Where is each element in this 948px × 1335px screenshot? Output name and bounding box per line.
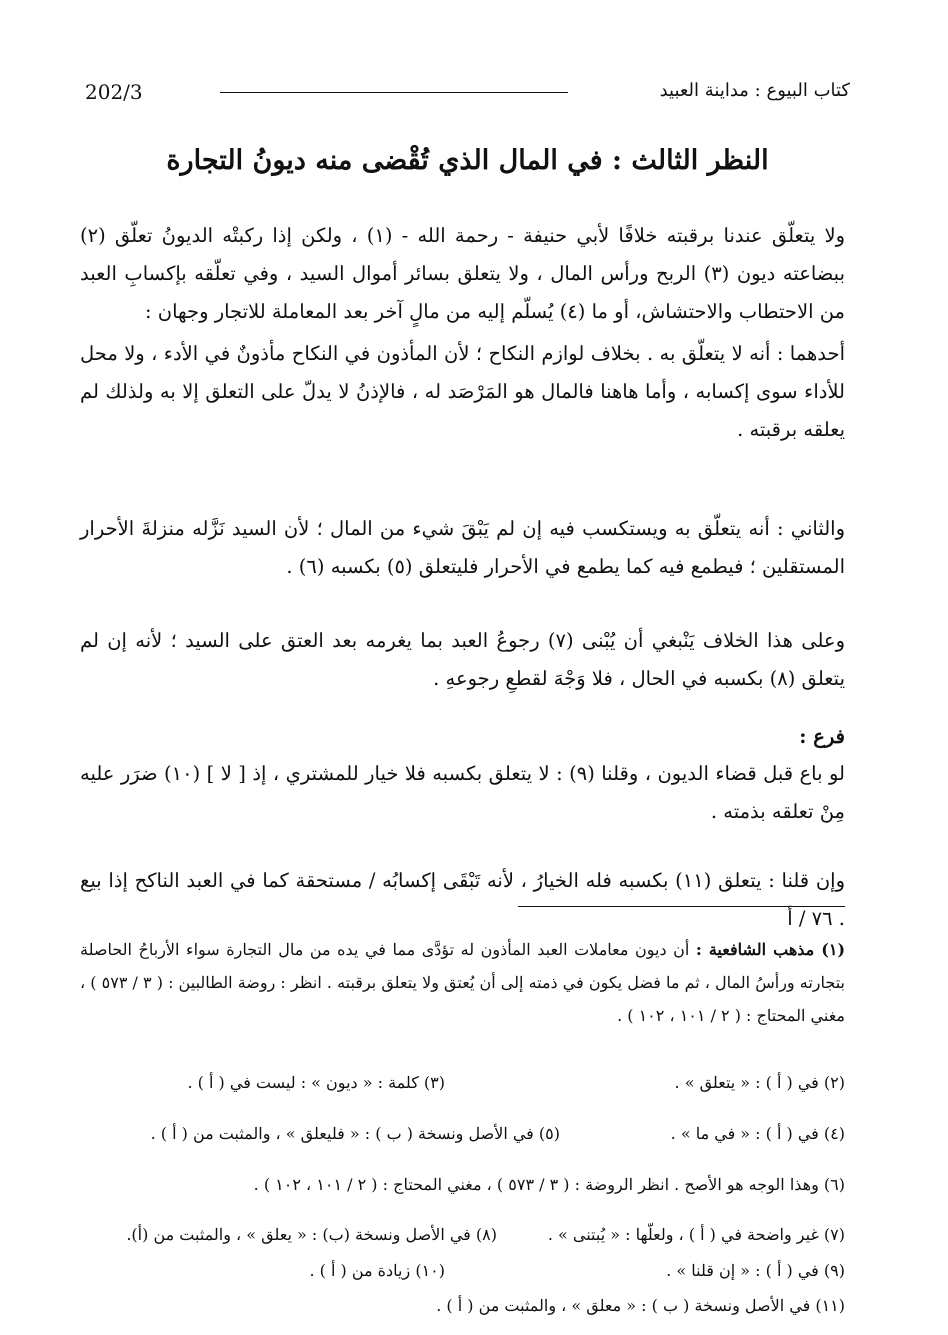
page-number: 202/3: [85, 80, 143, 104]
footnote-row-6: [80, 1175, 845, 1205]
footnote-11: (١١) في الأصل ونسخة ( ب ) : « معلق » ، والمثبت من ( أ ) .: [436, 1296, 845, 1315]
footnote-1: [80, 933, 845, 1032]
running-title: كتاب البيوع : مداينة العبيد: [659, 80, 850, 101]
footnote-1-text: أن ديون معاملات العبد المأذون له تؤدَّى مما في يده من مال التجارة سواء الأرباحُ الحاصلة بتجارته ورأسُ المال ، ثم ما فضل يكون في ذمته إلى أن يُعتق ولا يتعلق برقبته . انظر : روضة الطالبين : ( ٣ / ٥٧٣ ) ، مغني المحتاج : ( ٢ / ١٠١ ، ١٠٢ ) .: [80, 940, 846, 1025]
paragraph-4: وعلى هذا الخلاف يَنْبغي أن يُبْنى (٧) رجوعُ العبد بما يغرمه بعد العتق على السيد ؛ لأنه إن لم يتعلق (٨) بكسبه في الحال ، فلا وَجْهَ لقطعِ رجوعهِ .: [80, 629, 845, 690]
paragraph-1: ولا يتعلّق عندنا برقبته خلافًا لأبي حنيفة - رحمة الله - (١) ، ولكن إذا ركبتْه الديونُ تعلّق (٢) ببضاعته ديون (٣) الربح ورأس المال ، ولا يتعلق بسائر أموال السيد ، وفي تعلّقه بإكسابِ العبد من الاحتطاب والاحتشاش، أو ما (٤) يُسلّم إليه من مالٍ آخر بعد المعاملة للاتجار وجهان :: [80, 224, 846, 323]
footnote-3: (٣) كلمة : « ديون » : ليست في ( أ ) .: [187, 1073, 445, 1092]
branch-paragraph: لو باع قبل قضاء الديون ، وقلنا (٩) : لا يتعلق بكسبه فلا خيار للمشتري ، إذ [ لا ] (١٠) ضرَر عليه مِنْ تعلقه بذمته .: [80, 762, 846, 823]
footnote-row-9-10: [80, 1261, 845, 1291]
footnote-10: (١٠) زيادة من ( أ ) .: [309, 1261, 445, 1280]
footnote-4: (٤) في ( أ ) : « في ما » .: [670, 1124, 845, 1143]
footnote-separator: [518, 906, 845, 907]
paragraph-3: والثاني : أنه يتعلّق به ويستكسب فيه إن لم يَبْقَ شيء من المال ؛ لأن السيد نَزَّله منزلةَ الأحرار المستقلين ؛ فيطمع فيه كما يطمع في الأحرار فليتعلق (٥) بكسبه (٦) .: [80, 517, 845, 578]
footnote-5: (٥) في الأصل ونسخة ( ب ) : « فليعلق » ، والمثبت من ( أ ) .: [150, 1124, 560, 1143]
footnote-2: (٢) في ( أ ) : « يتعلق » .: [674, 1073, 845, 1092]
page-header: [85, 80, 850, 110]
footnote-1-label: (١) مذهب الشافعية :: [695, 940, 846, 959]
section-title: النظر الثالث : في المال الذي تُقْضى منه ديونُ التجارة: [166, 145, 769, 176]
footnote-row-7-8: [80, 1225, 845, 1255]
footnote-6: (٦) وهذا الوجه هو الأصح . انظر الروضة : ( ٣ / ٥٧٣ ) ، مغني المحتاج : ( ٢ / ١٠١ ، ١٠٢ ) .: [253, 1175, 845, 1194]
footnote-8: (٨) في الأصل ونسخة (ب) : « يعلق » ، والمثبت من (أ).: [126, 1225, 497, 1244]
footnote-7: (٧) غير واضحة في ( أ ) ، ولعلّها : « يُبتنى » .: [547, 1225, 845, 1244]
header-rule: [220, 92, 568, 93]
branch-last-line: وإن قلنا : يتعلق (١١) بكسبه فله الخيارُ ، لأنه تَبْقَى إكسابُه / مستحقة كما في العبد الناكح إذا بيع . ٧٦ / أ: [80, 869, 845, 930]
paragraph-2: أحدهما : أنه لا يتعلّق به . بخلاف لوازم النكاح ؛ لأن المأذون في النكاح مأذونٌ في الأدء ، ولا محل للأداء سوى إكسابه ، وأما هاهنا فالمال هو المَرْصَد له ، فالإذنُ لا يدلّ على التعلق إلا به ولذلك لم يعلقه برقبته .: [80, 342, 845, 441]
footnote-row-11: [80, 1296, 845, 1326]
branch-heading: فرع :: [799, 725, 845, 748]
footnote-row-4-5: [80, 1124, 845, 1154]
footnote-row-2-3: [80, 1073, 845, 1103]
footnote-9: (٩) في ( أ ) : « إن قلنا » .: [666, 1261, 845, 1280]
